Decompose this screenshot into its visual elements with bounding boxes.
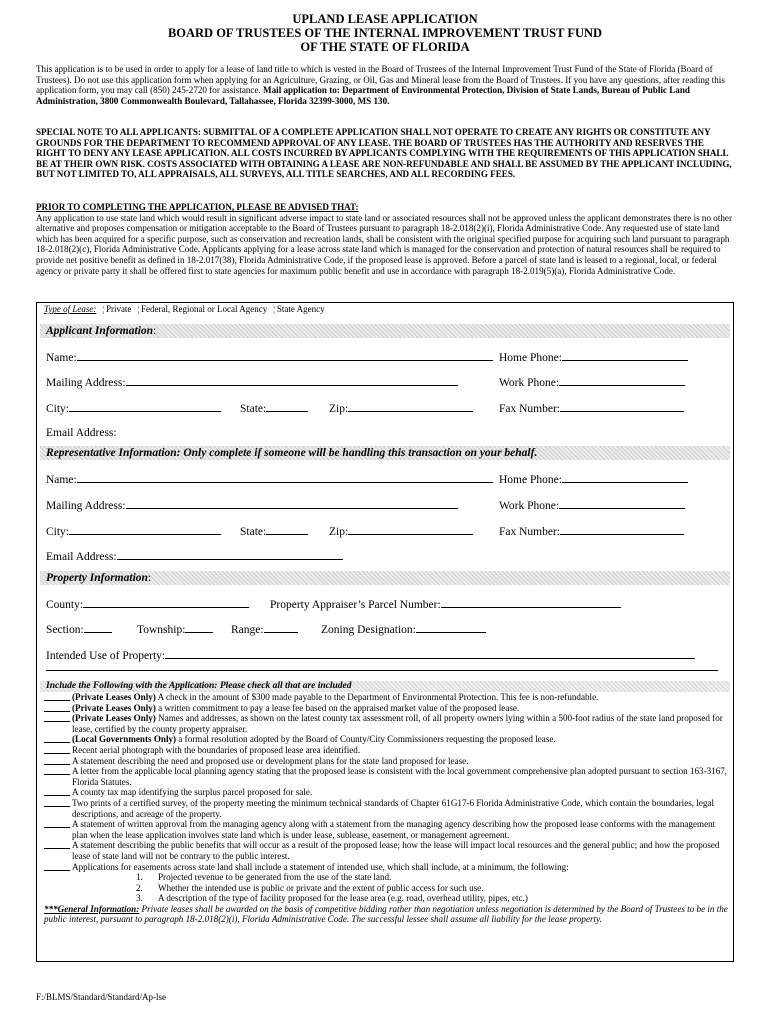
mail-instructions: Mail application to: Department of Environmental Protection, Division of State Lands, Bureau of Public Land Administration, 3800 Commonwealth Boulevard, Tallahassee, Florida 32399-3000, MS 130. [36,85,690,106]
checklist-item[interactable]: A letter from the applicable local planning agency stating that the proposed lease is consistent with the local government comprehensive plan adopted pursuant to section 163-3167, Florida Statutes. [44,766,730,787]
representative-heading: Representative Information: Only complete if someone will be handling this transaction on your behalf. [40,446,730,460]
checklist-item[interactable]: Two prints of a certified survey, of the property meeting the minimum technical standards of Chapter 61G17-6 Florida Administrative Code, which contain the boundaries, legal descriptions, and acreage of the property. [44,798,730,819]
applicant-email-field[interactable]: Email Address: [46,427,117,439]
check-blank[interactable] [44,766,70,775]
rep-home-phone-field[interactable]: Home Phone: [499,472,688,486]
applicant-zip-input[interactable] [348,401,473,412]
checklist-item[interactable]: A statement of written approval from the managing agency along with a statement from the managing agency describing how the proposed lease conforms with the management plan when the lease application involves state land which is under lease, sublease, easement, or management agreement. [44,819,730,840]
rep-work-phone-input[interactable] [559,498,685,509]
intended-use-field[interactable]: Intended Use of Property: [46,648,695,662]
applicant-mailing-field[interactable]: Mailing Address: [46,375,458,389]
rep-zip-field[interactable]: Zip: [329,524,473,538]
subitem: 2. Whether the intended use is public or private and the extent of public access for such use. [136,882,484,893]
lease-option-federal[interactable] [137,304,267,314]
checklist-item[interactable]: A county tax map identifying the surplus parcel proposed for sale. [44,787,730,798]
range-input[interactable] [264,622,298,633]
applicant-state-field[interactable]: State: [240,401,308,415]
title-line-3: OF THE STATE OF FLORIDA [300,40,470,54]
rep-zip-input[interactable] [348,524,473,535]
applicant-name-input[interactable] [77,350,493,361]
rep-home-phone-input[interactable] [562,472,688,483]
intended-use-input[interactable] [165,648,695,659]
section-input[interactable] [84,622,112,633]
township-input[interactable] [185,622,213,633]
checklist-item[interactable]: (Private Leases Only) Names and addresses, as shown on the latest county tax assessment roll, of all property owners lying within a 500-foot radius of the state land proposed for lease, certified by the county property appraiser. [44,713,730,734]
zoning-input[interactable] [416,622,486,633]
checklist-item[interactable]: A statement describing the public benefits that will occur as a result of the proposed lease; how the lease will impact local resources and the general public; and how the proposed lease of state land will not be contrary to the public interest. [44,840,730,861]
rep-fax-input[interactable] [560,524,684,535]
check-blank[interactable] [44,734,70,743]
checklist-item[interactable]: Applications for easements across state land shall include a statement of intended use, which shall include, at a minimum, the following: [44,862,730,873]
lease-type-row [44,304,325,314]
parcel-number-field[interactable]: Property Appraiser’s Parcel Number: [270,597,621,611]
checklist-item[interactable]: A statement describing the need and proposed use or development plans for the state land proposed for lease. [44,756,730,767]
applicant-city-input[interactable] [69,401,221,412]
rep-name-input[interactable] [77,472,493,483]
prior-heading: PRIOR TO COMPLETING THE APPLICATION, PLEASE BE ADVISED THAT: [36,202,359,212]
applicant-home-phone-field[interactable]: Home Phone: [499,350,688,364]
rep-fax-field[interactable]: Fax Number: [499,524,684,538]
lease-option-label: Private [105,304,132,314]
intro-paragraph [36,64,736,106]
applicant-home-phone-input[interactable] [562,350,688,361]
rep-state-input[interactable] [266,524,308,535]
rep-state-field[interactable]: State: [240,524,308,538]
applicant-mailing-input[interactable] [126,375,458,386]
checklist-item[interactable]: (Private Leases Only) A check in the amount of $300 made payable to the Department of Environmental Protection. This fee is non-refundable. [44,692,730,703]
title-line-2: BOARD OF TRUSTEES OF THE INTERNAL IMPROVEMENT TRUST FUND [167,26,603,40]
checklist-item[interactable]: (Private Leases Only) a written commitment to pay a lease fee based on the appraised market value of the proposed lease. [44,703,730,714]
checklist-item[interactable]: Recent aerial photograph with the boundaries of proposed lease area identified. [44,745,730,756]
check-blank[interactable] [44,819,70,828]
checkbox-icon[interactable]: ¦ [273,304,275,314]
applicant-name-field[interactable]: Name: [46,350,493,364]
property-heading: Property Information: [40,571,730,585]
subitem: 1. Projected revenue to be generated from the use of the state land. [136,872,392,883]
checkbox-icon[interactable]: ¦ [102,304,104,314]
prior-text: Any application to use state land which would result in significant adverse impact to state land or associated resources shall not be approved unless the applicant demonstrates there is no other alternative and proposes compensation or mitigation acceptable to the Board of Trustees pursuant to paragraph 18-2.018(2)(i), Florida Administrative Code. Any requested use of state land which has been acquired for a specific purpose, such as conservation and recreation lands, shall be consistent with the original specified purpose for acquiring such land pursuant to paragraph 18-2.018(2)(c), Florida Administrative Code. Applicants applying for a lease across state land which is managed for the conservation and protection of natural resources shall be required to provide net positive benefit as defined in 18-2.017(38), Florida Administrative Code, if the proposed lease is approved. Before a parcel of state land is leased to a regional, local, or federal agency or private party it shall be offered first to state agencies for maximum public benefit and use in accordance with paragraph 18-2.019(5)(a), Florida Administrative Code. [36,212,732,276]
general-information: ***General Information: Private leases shall be awarded on the basis of competitive bidding rather than negotiation unless negotiation is determined by the Board of Trustees to be in the public interest, pursuant to paragraph 18-2.018(2)(i), Florida Administrative Code. The successful lessee shall assume all liability for the lease property. [44,903,728,925]
special-note: SPECIAL NOTE TO ALL APPLICANTS: SUBMITTAL OF A COMPLETE APPLICATION SHALL NOT OPERATE TO CREATE ANY RIGHTS OR CONSTITUTE ANY GROUNDS FOR THE DEPARTMENT TO RECOMMEND APPROVAL OF ANY LEASE. THE BOARD OF TRUSTEES HAS THE AUTHORITY AND RESERVES THE RIGHT TO DENY ANY LEASE APPLICATION. ALL COSTS INCURRED BY APPLICANTS COMPLYING WITH THE REQUIREMENTS OF THIS APPLICATION SHALL BE AT THEIR OWN RISK. COSTS ASSOCIATED WITH OBTAINING A LEASE ARE NON-REFUNDABLE AND SHALL BE ASSUMED BY THE APPLICANT INCLUDING, BUT NOT LIMITED TO, ALL APPRAISALS, ALL SURVEYS, ALL TITLE SEARCHES, AND ALL RECORDING FEES. [36,127,732,180]
rep-email-input[interactable] [117,549,343,560]
applicant-state-input[interactable] [266,401,308,412]
lease-option-state[interactable] [273,304,324,314]
township-field[interactable]: Township: [137,622,213,636]
lease-option-label: Federal, Regional or Local Agency [141,304,268,314]
intro-text: This application is to be used in order to apply for a lease of land title to which is vested in the Board of Trustees of the Internal Improvement Trust Fund of the State of Florida (Board of Trustees). Do not use this application form when applying for an Agriculture, Grazing, or Oil, Gas and Mineral lease from the Board of Trustees. If you have any questions, after reading this application form, you may call (850) 245-2720 for assistance. [36,64,725,96]
rep-work-phone-field[interactable]: Work Phone: [499,498,685,512]
check-blank[interactable] [44,756,70,765]
include-heading: Include the Following with the Application: Please check all that are included [40,681,730,692]
check-blank[interactable] [44,745,70,754]
checklist-item[interactable]: (Local Governments Only) a formal resolution adopted by the Board of County/City Commissioners requesting the proposed lease. [44,734,730,745]
range-field[interactable]: Range: [231,622,298,636]
lease-type-label: Type of Lease: [44,304,97,314]
subitem: 3. A description of the type of facility proposed for the lease area (e.g. road, overhead utility, pipes, etc.) [136,893,528,904]
applicant-zip-field[interactable]: Zip: [329,401,473,415]
prior-section [36,202,736,276]
applicant-heading: Applicant Information: [40,324,730,338]
checkbox-icon[interactable]: ¦ [137,304,140,314]
rep-mailing-field[interactable]: Mailing Address: [46,498,458,512]
zoning-field[interactable]: Zoning Designation: [321,622,486,636]
lease-option-label: State Agency [276,304,325,314]
check-blank[interactable] [44,862,70,871]
intended-use-line-2[interactable] [46,670,718,671]
include-checklist [44,692,730,925]
document-title [0,0,770,54]
check-blank[interactable] [44,840,70,849]
rep-name-field[interactable]: Name: [46,472,493,486]
county-field[interactable]: County: [46,597,249,611]
rep-city-field[interactable]: City: [46,524,221,538]
check-blank[interactable] [44,703,70,712]
lease-option-private[interactable] [102,304,131,314]
check-blank[interactable] [44,798,70,807]
rep-mailing-input[interactable] [126,498,458,509]
applicant-city-field[interactable]: City: [46,401,221,415]
section-field[interactable]: Section: [46,622,112,636]
applicant-work-phone-input[interactable] [559,375,685,386]
check-blank[interactable] [44,692,70,701]
check-blank[interactable] [44,713,70,722]
rep-email-field[interactable]: Email Address: [46,549,343,563]
title-line-1: UPLAND LEASE APPLICATION [292,12,478,26]
county-input[interactable] [83,597,249,608]
parcel-number-input[interactable] [441,597,621,608]
applicant-fax-field[interactable]: Fax Number: [499,401,684,415]
rep-city-input[interactable] [69,524,221,535]
footer-path: F:/BLMS/Standard/Standard/Ap-lse [36,992,166,1002]
check-blank[interactable] [44,787,70,796]
applicant-fax-input[interactable] [560,401,684,412]
applicant-work-phone-field[interactable]: Work Phone: [499,375,685,389]
